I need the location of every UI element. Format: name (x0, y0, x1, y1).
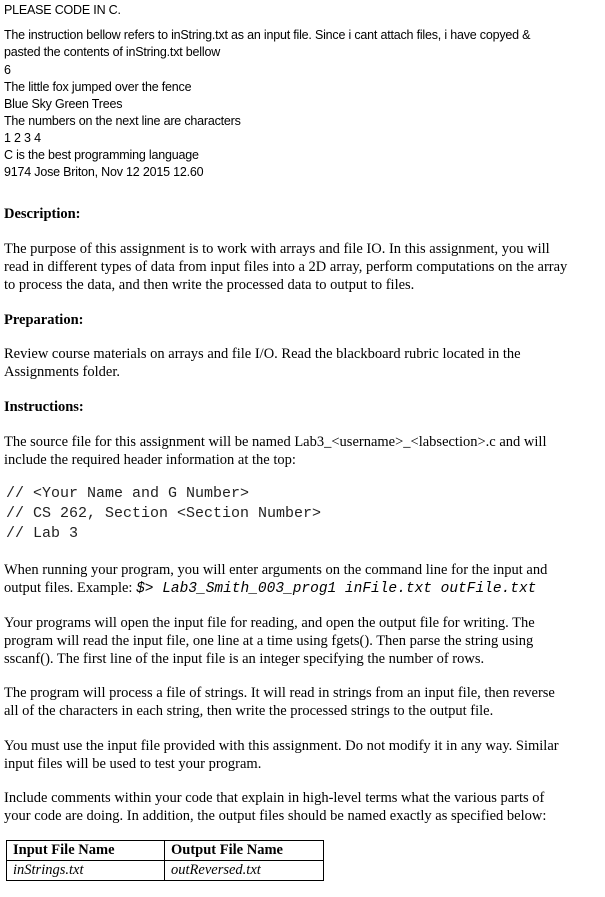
input-line: 6 (4, 63, 11, 77)
paragraph-line: program will read the input file, one line at a time using fgets(). Then parse the string using (4, 633, 534, 649)
paragraph-line: include the required header information at the top: (4, 452, 296, 468)
paragraph-line: Assignments folder. (4, 364, 120, 380)
table-header-row (7, 841, 324, 861)
input-line: The numbers on the next line are characters (4, 114, 241, 128)
intro-note-line: pasted the contents of inString.txt bellow (4, 45, 221, 59)
instructions-heading-block (4, 398, 599, 416)
paragraph-line: When running your program, you will enter arguments on the command line for the input and (4, 562, 548, 578)
read-paragraph (4, 614, 599, 668)
comments-paragraph (4, 789, 599, 825)
input-line: Blue Sky Green Trees (4, 97, 123, 111)
code-line: // <Your Name and G Number> (6, 485, 250, 502)
paragraph-line: You must use the input file provided with this assignment. Do not modify it in any way. Similar (4, 738, 559, 754)
paragraph-line: The purpose of this assignment is to work with arrays and file IO. In this assignment, you will (4, 241, 550, 257)
run-command: $> Lab3_Smith_003_prog1 inFile.txt outFile.txt (136, 581, 537, 597)
input-file-name-header: Input File Name (7, 841, 165, 861)
input-file-contents (4, 62, 599, 181)
run-example-line (4, 579, 599, 598)
code-line: // CS 262, Section <Section Number> (6, 505, 322, 522)
paragraph-line: Your programs will open the input file for reading, and open the output file for writing. The (4, 615, 535, 631)
preparation-heading: Preparation: (4, 312, 84, 328)
paragraph-line: input files will be used to test your program. (4, 756, 262, 772)
paragraph-line: all of the characters in each string, then write the processed strings to the output file. (4, 703, 494, 719)
table-row (7, 861, 324, 881)
description-heading: Description: (4, 206, 81, 222)
intro-note-line: The instruction bellow refers to inString.txt as an input file. Since i cant attach files, i have copyed & (4, 28, 531, 42)
output-file-name-header: Output File Name (165, 841, 324, 861)
header-code-block (6, 484, 599, 544)
paragraph-line: to process the data, and then write the processed data to output to files. (4, 277, 415, 293)
paragraph-line: read in different types of data from input files into a 2D array, perform computations on the array (4, 259, 568, 275)
paragraph-line: Include comments within your code that explain in high-level terms what the various parts of (4, 790, 545, 806)
description-paragraph (4, 240, 599, 294)
paragraph-line: Review course materials on arrays and file I/O. Read the blackboard rubric located in the (4, 346, 521, 362)
source-file-paragraph (4, 433, 599, 469)
input-line: The little fox jumped over the fence (4, 80, 192, 94)
description-heading-block (4, 205, 599, 223)
run-example-prefix: output files. Example: (4, 580, 137, 596)
file-names-table (6, 840, 324, 881)
input-line: C is the best programming language (4, 148, 199, 162)
input-file-name-cell: inStrings.txt (7, 861, 165, 881)
code-request: PLEASE CODE IN C. (4, 3, 121, 17)
output-file-name-cell: outReversed.txt (165, 861, 324, 881)
preparation-heading-block (4, 311, 599, 329)
run-paragraph (4, 561, 599, 598)
input-line: 1 2 3 4 (4, 131, 41, 145)
input-line: 9174 Jose Briton, Nov 12 2015 12.60 (4, 165, 204, 179)
instructions-heading: Instructions: (4, 399, 84, 415)
paragraph-line: your code are doing. In addition, the output files should be named exactly as specified below: (4, 808, 547, 824)
preparation-paragraph (4, 345, 599, 381)
process-paragraph (4, 684, 599, 720)
input-file-paragraph (4, 737, 599, 773)
paragraph-line: The source file for this assignment will be named Lab3_<username>_<labsection>.c and will (4, 434, 547, 450)
intro-section (4, 2, 599, 61)
paragraph-line: sscanf(). The first line of the input file is an integer specifying the number of rows. (4, 651, 485, 667)
code-line: // Lab 3 (6, 525, 79, 542)
paragraph-line: The program will process a file of strings. It will read in strings from an input file, then reverse (4, 685, 555, 701)
